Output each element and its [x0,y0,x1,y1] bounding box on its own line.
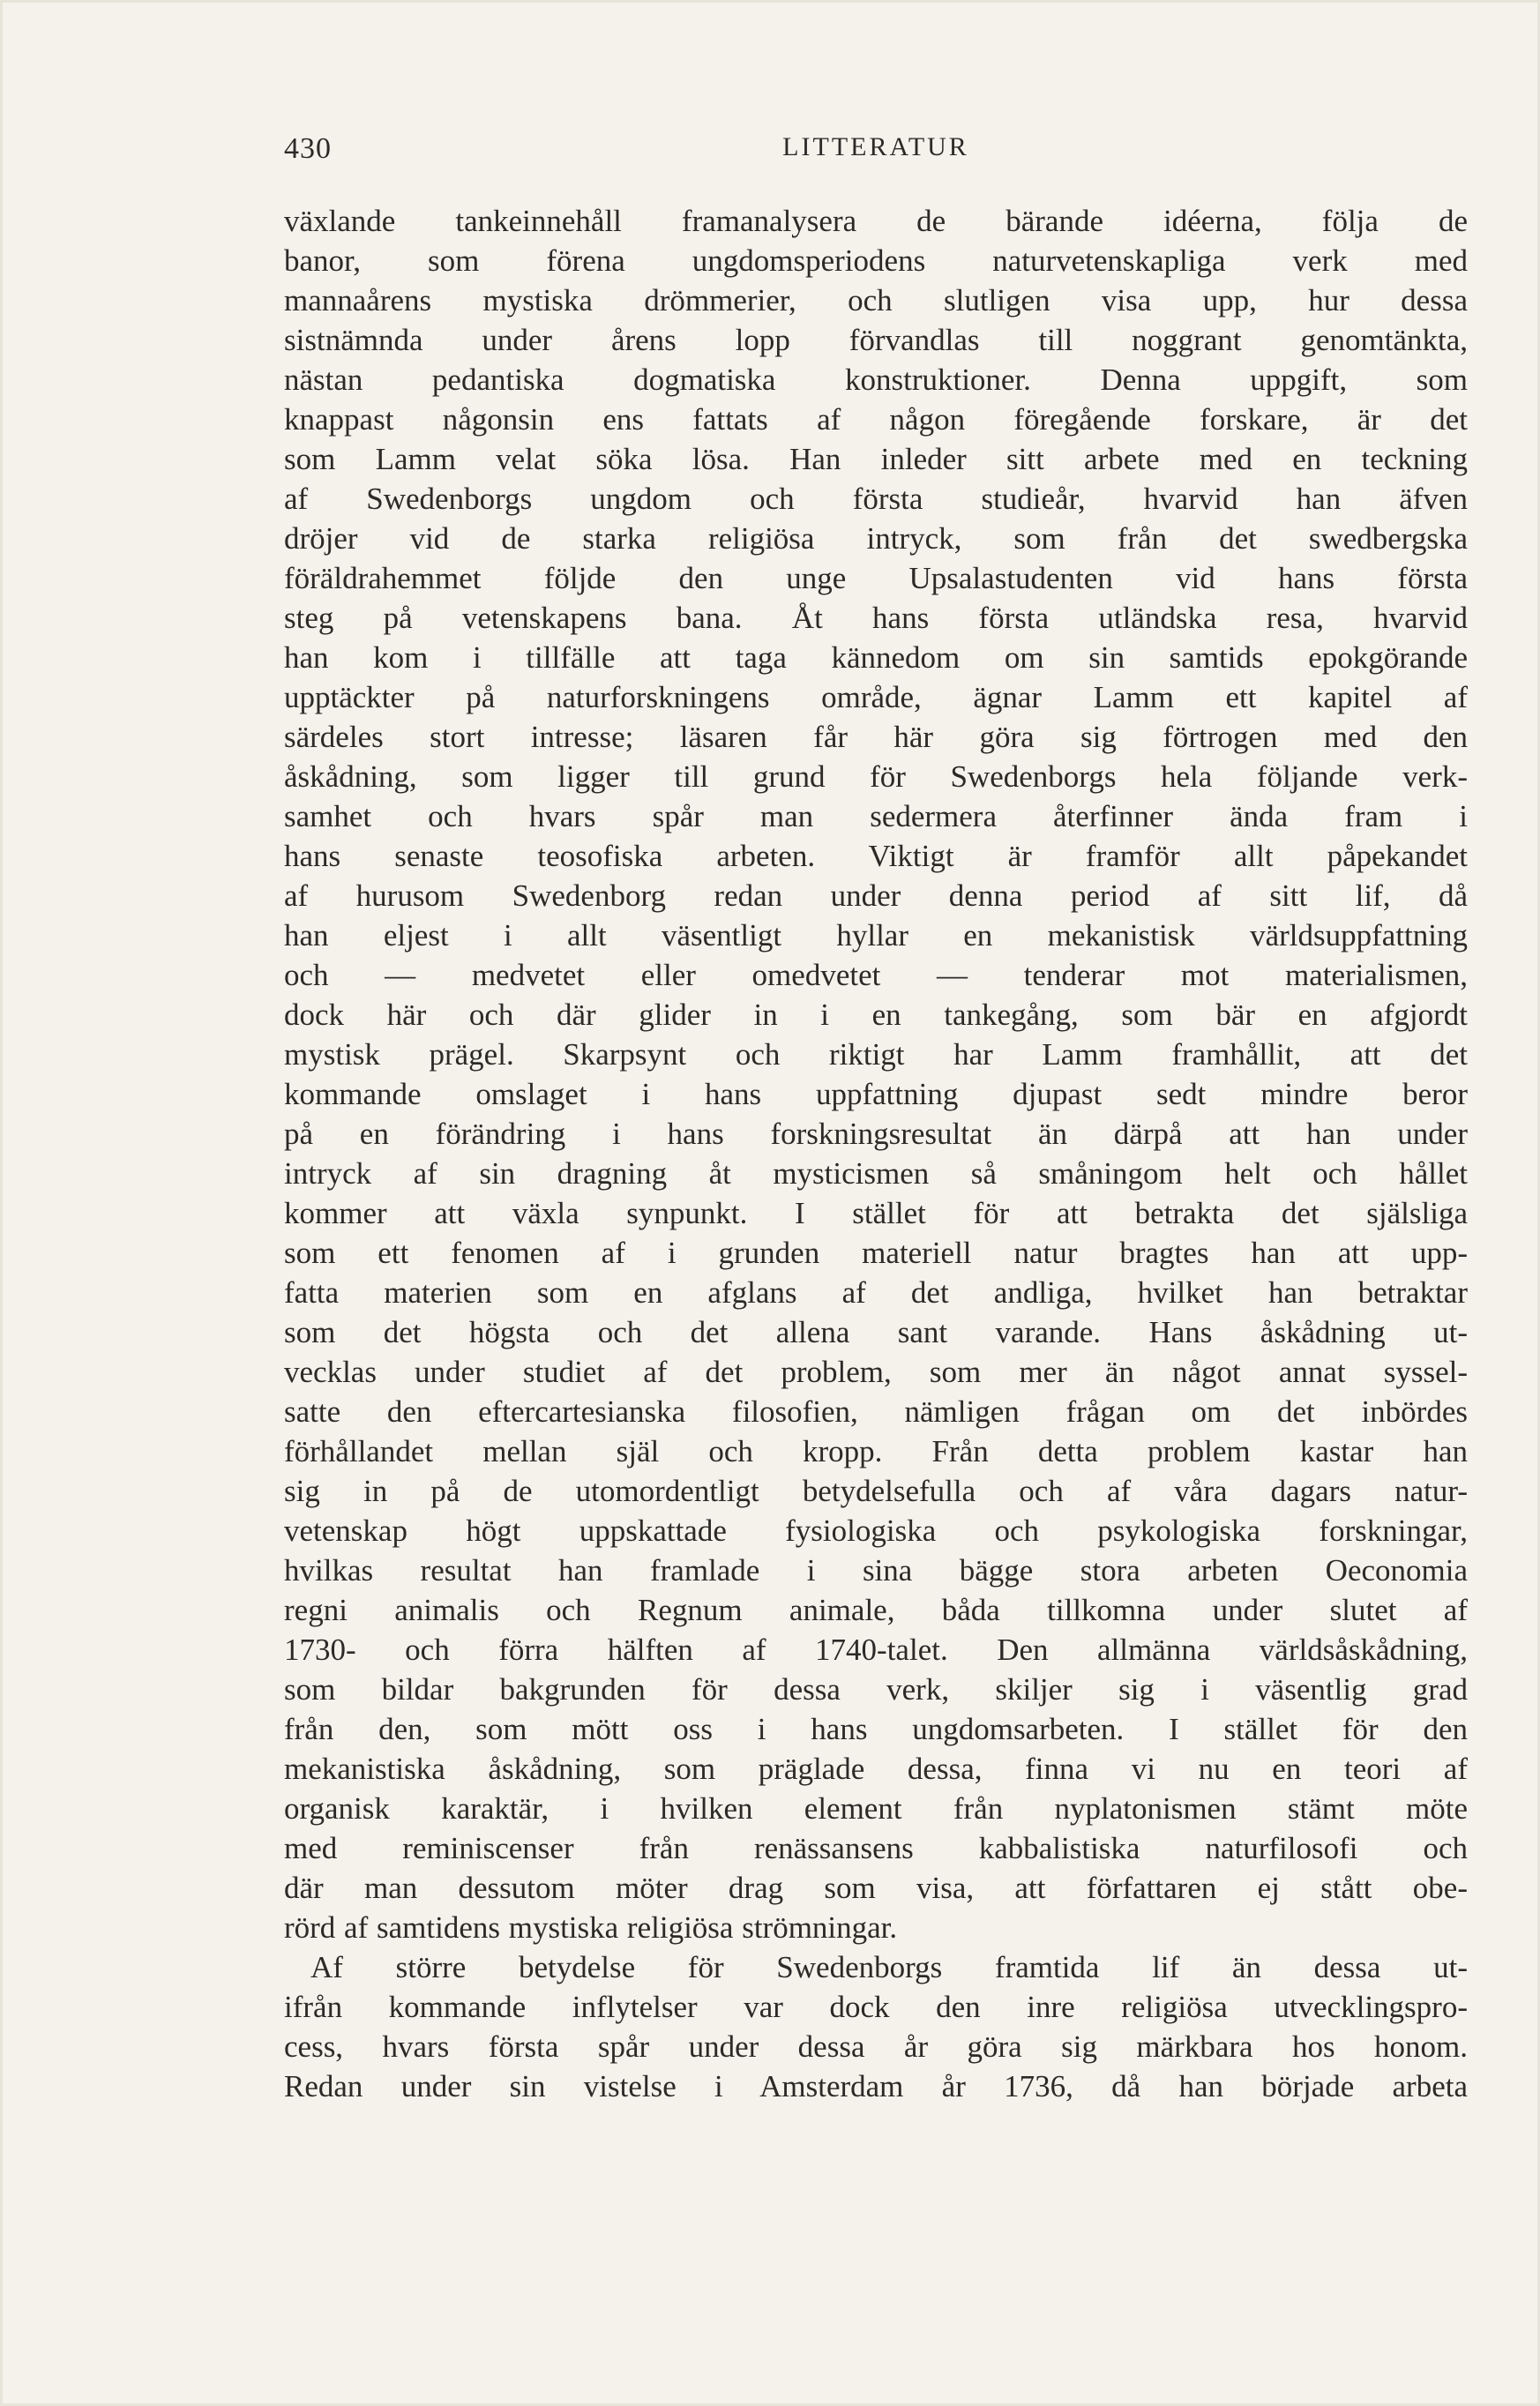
text-line: banor, som förena ungdomsperiodens naturvetenskapliga verk med [284,243,1468,278]
text-line: vecklas under studiet af det problem, som mer än något annat syssel- [284,1355,1468,1389]
text-line: och — medvetet eller omedvetet — tenderar mot materialismen, [284,958,1468,992]
page-number: 430 [284,132,332,165]
text-line: som det högsta och det allena sant varande. Hans åskådning ut- [284,1315,1468,1349]
text-line: nästan pedantiska dogmatiska konstruktioner. Denna uppgift, som [284,362,1468,397]
text-line: Af större betydelse för Swedenborgs framtida lif än dessa ut- [310,1950,1468,1984]
text-line: mekanistiska åskådning, som präglade dessa, finna vi nu en teori af [284,1752,1468,1786]
text-line: kommer att växla synpunkt. I stället för att betrakta det själsliga [284,1196,1468,1230]
text-line: satte den eftercartesianska filosofien, nämligen frågan om det inbördes [284,1394,1468,1429]
text-line: samhet och hvars spår man sedermera återfinner ända fram i [284,799,1468,833]
text-line: särdeles stort intresse; läsaren får här göra sig förtrogen med den [284,720,1468,754]
text-line: dock här och där glider in i en tankegång, som bär en afgjordt [284,998,1468,1032]
text-line: steg på vetenskapens bana. Åt hans första utländska resa, hvarvid [284,601,1468,635]
text-line: af Swedenborgs ungdom och första studieår, hvarvid han äfven [284,482,1468,516]
text-line: ifrån kommande inflytelser var dock den inre religiösa utvecklingspro- [284,1990,1468,2024]
text-line: som Lamm velat söka lösa. Han inleder sitt arbete med en teckning [284,442,1468,476]
text-line: 1730- och förra hälften af 1740-talet. Den allmänna världsåskådning, [284,1633,1468,1667]
text-line: rörd af samtidens mystiska religiösa strömningar. [284,1910,898,1945]
text-line: kommande omslaget i hans uppfattning djupast sedt mindre beror [284,1077,1468,1111]
text-line: fatta materien som en afglans af det andliga, hvilket han betraktar [284,1275,1468,1310]
text-line: som bildar bakgrunden för dessa verk, skiljer sig i väsentlig grad [284,1672,1468,1707]
text-line: sistnämnda under årens lopp förvandlas till noggrant genomtänkta, [284,323,1468,357]
text-line: där man dessutom möter drag som visa, att författaren ej stått obe- [284,1871,1468,1905]
text-line: förhållandet mellan själ och kropp. Från detta problem kastar han [284,1434,1468,1468]
text-line: han eljest i allt väsentligt hyllar en mekanistisk världsuppfattning [284,918,1468,953]
text-line: af hurusom Swedenborg redan under denna period af sitt lif, då [284,878,1468,913]
text-line: intryck af sin dragning åt mysticismen så småningom helt och hållet [284,1156,1468,1191]
page-header [284,132,1468,176]
text-line: dröjer vid de starka religiösa intryck, som från det swedbergska [284,521,1468,556]
text-line: sig in på de utomordentligt betydelsefulla och af våra dagars natur- [284,1474,1468,1508]
text-line: knappast någonsin ens fattats af någon föregående forskare, är det [284,402,1468,437]
text-line: från den, som mött oss i hans ungdomsarbeten. I stället för den [284,1712,1468,1746]
text-line: hvilkas resultat han framlade i sina bägge stora arbeten Oeconomia [284,1553,1468,1588]
text-line: organisk karaktär, i hvilken element från nyplatonismen stämt möte [284,1791,1468,1826]
text-line: regni animalis och Regnum animale, båda tillkomna under slutet af [284,1593,1468,1627]
paragraph-2 [284,1947,1468,2106]
running-title: LITTERATUR [782,132,969,161]
text-line: föräldrahemmet följde den unge Upsalastudenten vid hans första [284,561,1468,595]
text-line: mystisk prägel. Skarpsynt och riktigt har Lamm framhållit, att det [284,1037,1468,1072]
text-line: Redan under sin vistelse i Amsterdam år 1736, då han började arbeta [284,2069,1468,2103]
paragraph-1 [284,201,1468,1947]
text-line: hans senaste teosofiska arbeten. Viktigt är framför allt påpekandet [284,839,1468,873]
body-text [284,201,1468,2106]
text-line: mannaårens mystiska drömmerier, och slutligen visa upp, hur dessa [284,283,1468,318]
text-line: med reminiscenser från renässansens kabbalistiska naturfilosofi och [284,1831,1468,1865]
text-line: han kom i tillfälle att taga kännedom om sin samtids epokgörande [284,640,1468,675]
text-line: åskådning, som ligger till grund för Swedenborgs hela följande verk- [284,759,1468,794]
text-line: vetenskap högt uppskattade fysiologiska och psykologiska forskningar, [284,1513,1468,1548]
text-line: upptäckter på naturforskningens område, ägnar Lamm ett kapitel af [284,680,1468,714]
text-line: som ett fenomen af i grunden materiell natur bragtes han att upp- [284,1236,1468,1270]
text-line: cess, hvars första spår under dessa år göra sig märkbara hos honom. [284,2029,1468,2064]
text-line: växlande tankeinnehåll framanalysera de bärande idéerna, följa de [284,204,1468,238]
text-line: på en förändring i hans forskningsresultat än därpå att han under [284,1117,1468,1151]
